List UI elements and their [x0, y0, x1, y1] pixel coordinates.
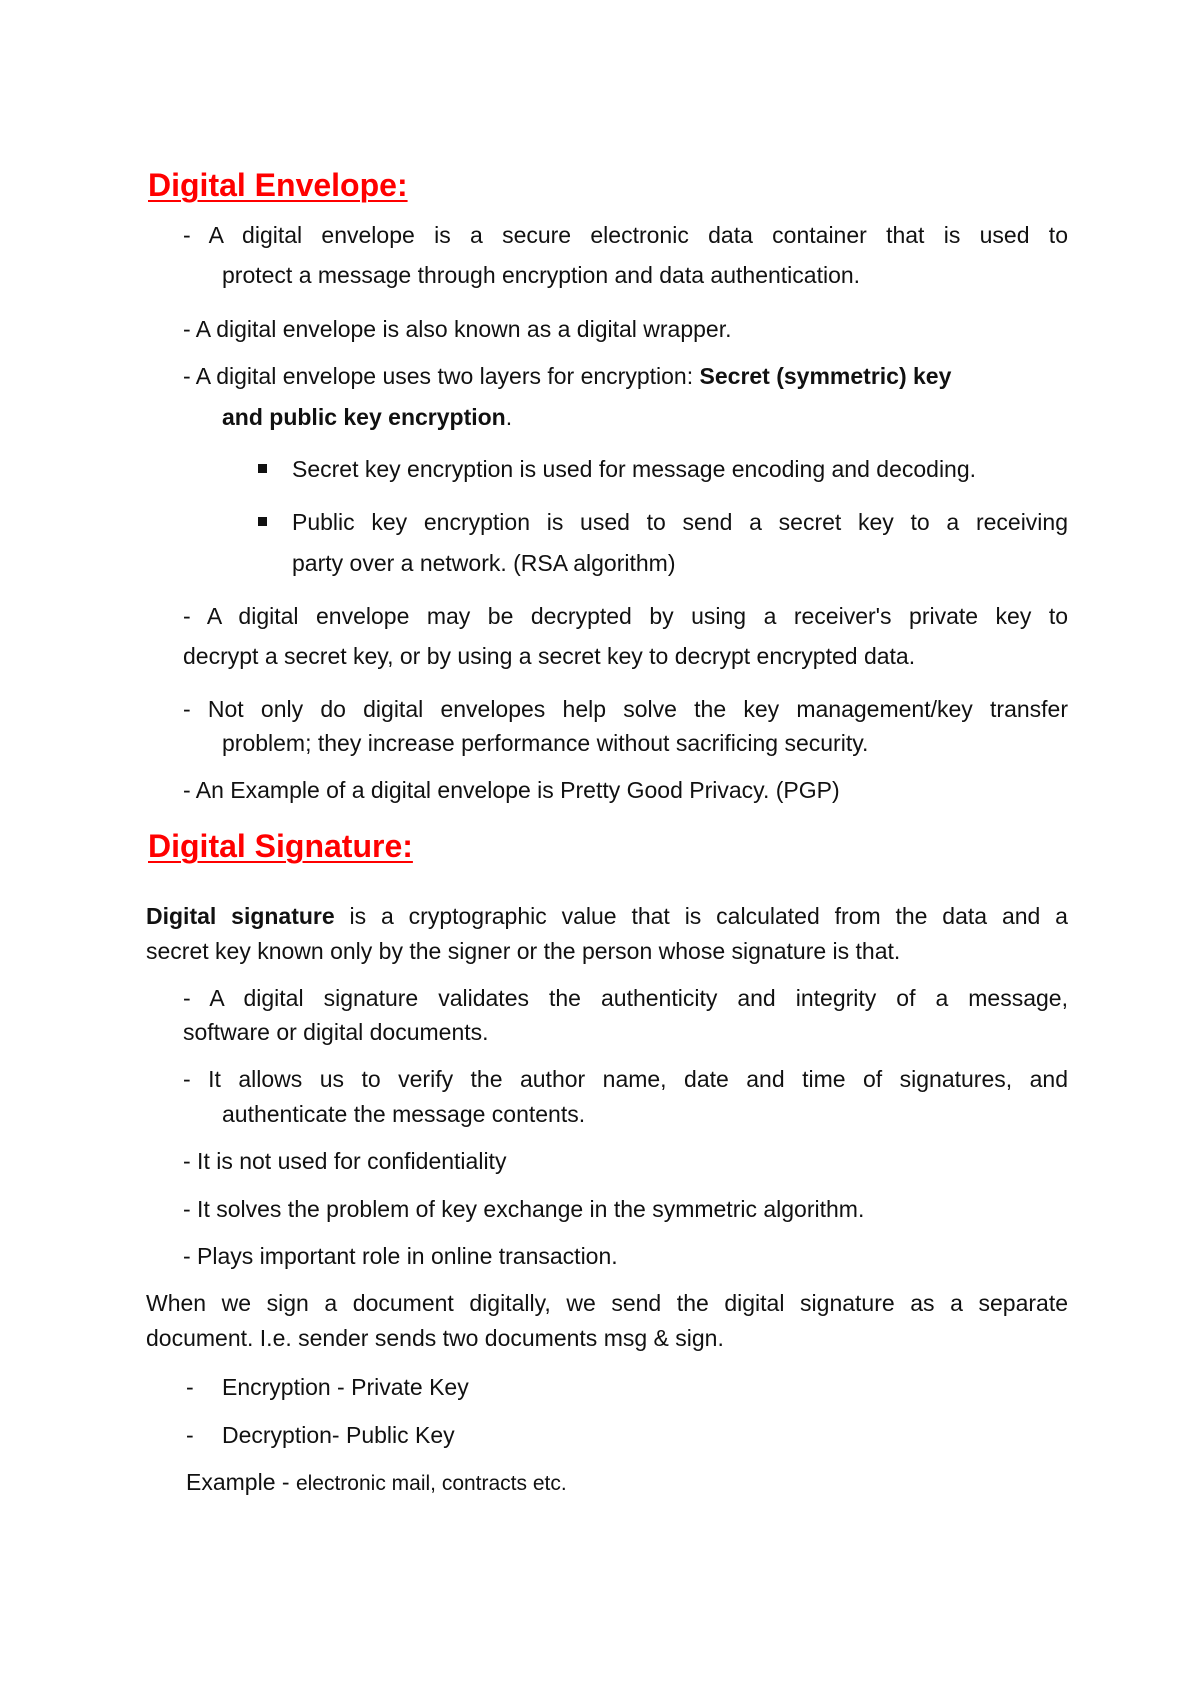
square-bullet-icon — [258, 464, 267, 473]
envelope-p1-line2: protect a message through encryption and data authentication. — [222, 262, 861, 288]
signature-s2-line2: authenticate the message contents. — [222, 1101, 586, 1127]
envelope-p3-line2 — [222, 402, 512, 432]
list-dash-2: - — [186, 1422, 194, 1448]
envelope-heading: Digital Envelope: — [148, 167, 408, 203]
signature-def-line1 — [146, 901, 1068, 931]
envelope-p6: - An Example of a digital envelope is Pretty Good Privacy. (PGP) — [183, 777, 840, 803]
signature-s4: - It solves the problem of key exchange in the symmetric algorithm. — [183, 1196, 865, 1222]
example-text: electronic mail, contracts etc. — [295, 1472, 567, 1495]
signature-def-bold: Digital signature — [146, 903, 335, 929]
envelope-p5-line2: problem; they increase performance without sacrificing security. — [222, 730, 869, 756]
signature-list1: Encryption - Private Key — [222, 1374, 469, 1400]
list-dash-1: - — [186, 1374, 194, 1400]
example-label: Example - — [186, 1469, 296, 1495]
envelope-p3-line2-post: . — [505, 404, 513, 430]
signature-def-line2: secret key known only by the signer or the person whose signature is that. — [146, 938, 901, 964]
square-bullet-icon — [258, 517, 267, 526]
signature-when-line2: document. I.e. sender sends two documents msg & sign. — [146, 1325, 724, 1351]
signature-when-line1: When we sign a document digitally, we send the digital signature as a separate — [146, 1290, 1068, 1316]
signature-heading: Digital Signature: — [148, 828, 413, 864]
envelope-p5-line1: - Not only do digital envelopes help solve the key management/key transfer — [183, 696, 1068, 722]
signature-s5: - Plays important role in online transaction. — [183, 1243, 618, 1269]
signature-def-line1-post: is a cryptographic value that is calculated from the data and a — [334, 903, 1068, 929]
envelope-p3-line1 — [183, 361, 1068, 391]
signature-s2-line1: - It allows us to verify the author name, date and time of signatures, and — [183, 1066, 1068, 1092]
signature-s1-line2: software or digital documents. — [183, 1019, 489, 1045]
envelope-p2: - A digital envelope is also known as a digital wrapper. — [183, 316, 732, 342]
envelope-p1-line1: - A digital envelope is a secure electronic data container that is used to — [183, 222, 1068, 248]
envelope-p4-line1: - A digital envelope may be decrypted by using a receiver's private key to — [183, 603, 1068, 629]
signature-example — [186, 1467, 567, 1499]
envelope-bullet1: Secret key encryption is used for message encoding and decoding. — [292, 456, 977, 482]
signature-s1-line1: - A digital signature validates the authenticity and integrity of a message, — [183, 985, 1068, 1011]
envelope-p3-line1-pre: - A digital envelope uses two layers for encryption: — [183, 363, 700, 389]
signature-list2: Decryption- Public Key — [222, 1422, 455, 1448]
signature-s3: - It is not used for confidentiality — [183, 1148, 507, 1174]
envelope-bullet2-line1: Public key encryption is used to send a secret key to a receiving — [292, 509, 1068, 535]
envelope-p4-line2: decrypt a secret key, or by using a secret key to decrypt encrypted data. — [183, 643, 916, 669]
envelope-p3-line1-bold: Secret (symmetric) key — [699, 363, 952, 389]
envelope-p3-line2-bold: and public key encryption — [222, 404, 506, 430]
envelope-bullet2-line2: party over a network. (RSA algorithm) — [292, 550, 676, 576]
